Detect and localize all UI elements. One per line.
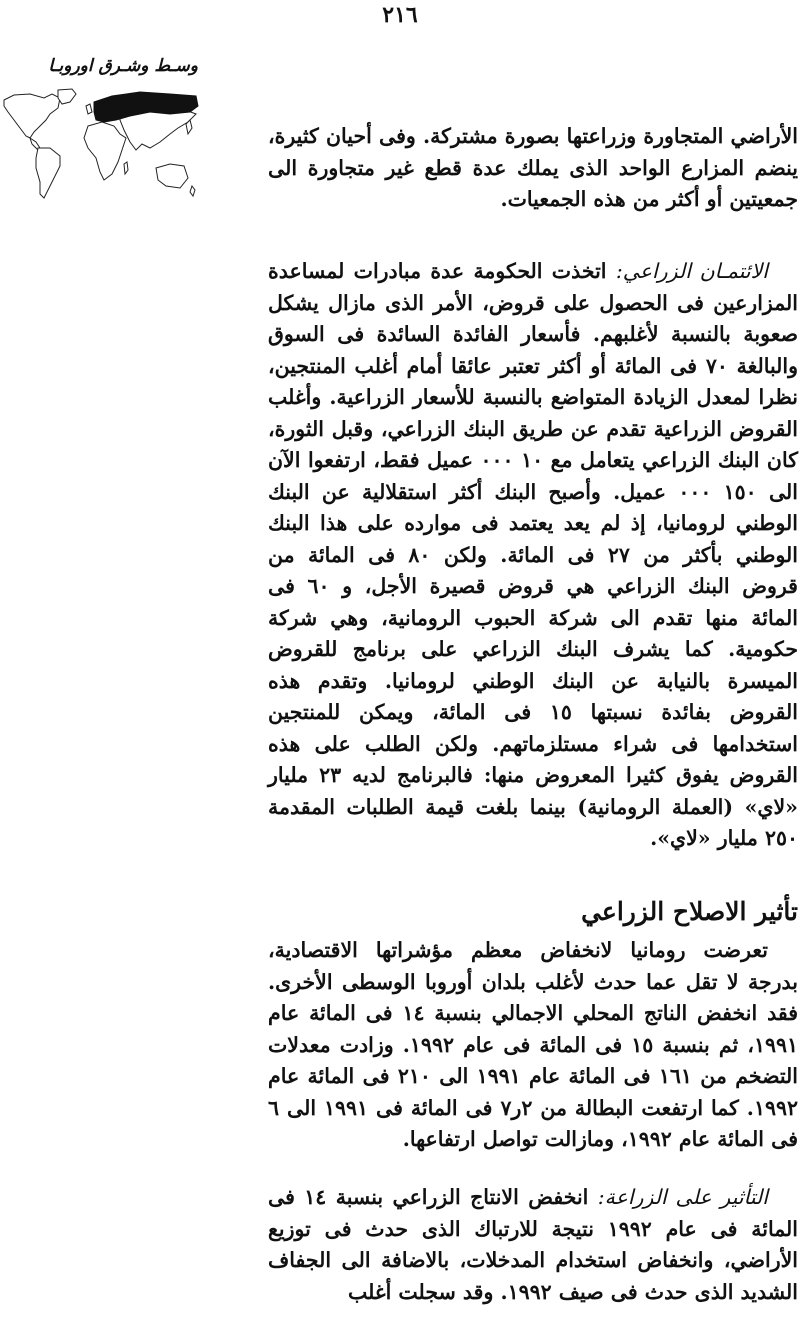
paragraph-2 [268,256,798,855]
africa-shape [84,122,126,180]
page-number: ٢١٦ [382,2,418,28]
paragraph-text: انخفض الانتاج الزراعي بنسبة ١٤ فى المائة فى عام ١٩٩٢ نتيجة للارتباك الذى حدث فى توزيع الأراضي، وانخفاض استخدام المدخلات، بالاضافة الى الجفاف الشديد الذى حدث فى صيف ١٩٩٢. وقد سجلت أغلب [268,1185,798,1304]
british-isles-shape [86,104,92,114]
paragraph-text: اتخذت الحكومة عدة مبادرات لمساعدة المزارعين فى الحصول على قروض، الأمر الذى مازال يشكل صعوبة بالنسبة لأغلبهم. فأسعار الفائدة السائدة فى السوق والبالغة ٧٠ فى المائة أو أكثر تعتبر عائقا أمام أغلب المنتجين، نظرا لمعدل الزيادة المتواضع بالنسبة للأسعار الزراعية. وأغلب القروض الزراعية تقدم عن طريق البنك الزراعي، وقبل الثورة، كان البنك الزراعي يتعامل مع ١٠ ٠٠٠ عميل فقط، ارتفعوا الآن الى ١٥٠ ٠٠٠ عميل. وأصبح البنك أكثر استقلالية عن البنك الوطني لرومانيا، إذ لم يعد يعتمد فى موارده على هذا البنك الوطني بأكثر من ٢٧ فى المائة. ولكن ٨٠ فى المائة من قروض البنك الزراعي هي قروض قصيرة الأجل، و ٦٠ فى المائة منها تقدم الى شركة الحبوب الرومانية، وهي شركة حكومية. كما يشرف البنك الزراعي على برنامج للقروض الميسرة بالنيابة عن البنك الوطني لرومانيا. وتقدم هذه القروض بفائدة نسبتها ١٥ فى المائة، ويمكن للمنتجين استخدامها فى شراء مستلزماتهم. ولكن الطلب على هذه القروض يفوق كثيرا المعروض منها: فالبرنامج لديه ٢٣ مليار «لاي» (العملة الرومانية) بينما بلغت قيمة الطلبات المقدمة ٢٥٠ مليار «لاي». [268,259,799,850]
running-section-header: وسـط وشـرق اوروبـا [48,56,198,76]
paragraph-3 [268,935,798,1156]
madagascar-shape [124,162,128,174]
south-america-shape [36,148,60,198]
paragraph-body [268,256,798,855]
new-zealand-shape [190,186,195,196]
paragraph-text: تعرضت رومانيا لانخفاض معظم مؤشراتها الاقتصادية، بدرجة لا تقل عما حدث لأغلب بلدان أوروبا الوسطى الأخرى. فقد انخفض الناتج المحلي الاجمالي بنسبة ١٤ فى المائة عام ١٩٩١، ثم بنسبة ١٥ فى المائة فى عام ١٩٩٢. وزادت معدلات التضخم من ١٦١ فى المائة عام ١٩٩١ الى ٢١٠ فى المائة عام ١٩٩٢. كما ارتفعت البطالة من ٢ر٧ فى المائة فى ١٩٩١ الى ٦ فى المائة عام ١٩٩٢، ومازالت تواصل ارتفاعها. [268,938,798,1151]
run-in-heading: الائتمـان الزراعي: [615,259,769,283]
australia-shape [156,164,188,188]
paragraph-body [268,1182,798,1308]
section-title: تأثير الاصلاح الزراعي [581,897,798,926]
greenland-shape [58,89,76,104]
paragraph-text: الأراضي المتجاورة وزراعتها بصورة مشتركة. وفى أحيان كثيرة، ينضم المزارع الواحد الذى يملك عدة قطع غير متجاورة الى جمعيتين أو أكثر من هذه الجمعيات. [268,124,798,211]
paragraph-1 [268,121,798,216]
north-america-shape [4,94,60,138]
paragraph-4 [268,1182,798,1308]
world-map-icon [0,86,200,201]
run-in-heading: التأثير على الزراعة: [597,1185,768,1209]
